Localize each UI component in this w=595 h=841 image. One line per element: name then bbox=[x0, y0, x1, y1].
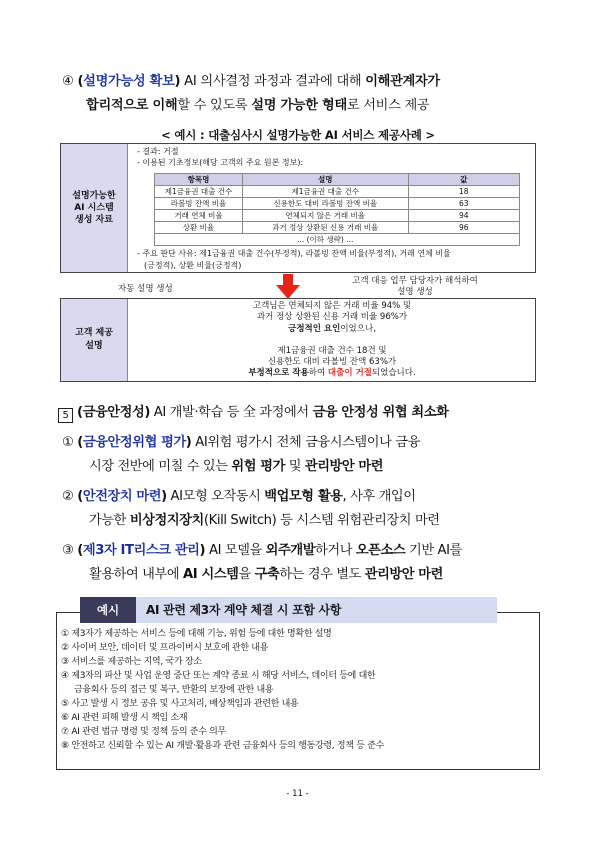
table-header: 항목명 bbox=[155, 174, 243, 186]
list-item: ⑦ AI 관련 법규 명령 및 정책 등의 준수 의무 bbox=[61, 727, 226, 737]
table-cell: 제1금융권 대출 건수 bbox=[155, 186, 243, 198]
auto-explanation-label: 자동 설명 생성 bbox=[118, 284, 173, 294]
example-tag: 예시 bbox=[80, 597, 136, 623]
list-item: ⑥ AI 관련 피해 발생 시 책임 소재 bbox=[61, 713, 188, 723]
human-explanation-label: 고객 대응 업무 담당자가 해석하여 설명 생성 bbox=[352, 276, 478, 297]
table-cell: 63 bbox=[408, 198, 519, 210]
table-cell: 94 bbox=[408, 210, 519, 222]
sub1-title: 금융안정위협 평가 bbox=[82, 435, 186, 450]
customer-explanation-label: 고객 제공 설명 bbox=[61, 299, 128, 381]
contract-items-list bbox=[61, 627, 537, 753]
section-financial-stability: 5 (금융안정성) AI 개발·학습 등 全 과정에서 금융 안정성 위협 최소화 bbox=[58, 401, 538, 423]
result-line: - 결과: 거절 bbox=[137, 147, 179, 156]
example-title: < 예시 : 대출심사시 설명가능한 AI 서비스 제공사례 > bbox=[161, 128, 435, 142]
sub3-title: 제3자 IT리스크 관리 bbox=[82, 543, 200, 558]
ai-system-content bbox=[137, 146, 533, 168]
section-title: (금융안정성) bbox=[77, 405, 150, 420]
table-cell: 연체되지 않은 거래 비율 bbox=[242, 210, 408, 222]
third-party-contract-box bbox=[56, 603, 540, 770]
table-header: 값 bbox=[408, 174, 519, 186]
page-number: - 11 - bbox=[286, 789, 309, 799]
table-cell: 과거 정상 상환된 신용 거래 비율 bbox=[242, 222, 408, 234]
table-header-row bbox=[155, 174, 520, 186]
section-number: 5 bbox=[58, 408, 73, 423]
list-item: ⑤ 사고 발생 시 정보 공유 및 사고처리, 배상책임과 관련한 내용 bbox=[61, 699, 299, 709]
table-cell: 거래 연체 비율 bbox=[155, 210, 243, 222]
table-cell: 96 bbox=[408, 222, 519, 234]
sub2-title: 안전장치 마련 bbox=[82, 489, 162, 504]
item-explainability bbox=[62, 70, 542, 118]
item-third-party-it-risk: ③ (제3자 IT리스크 관리) AI 모델을 외주개발하거나 오픈소스 기반 AI를 활용하여 내부에 AI 시스템을 구축하는 경우 별도 관리방안 마련 bbox=[62, 543, 462, 582]
item4-number: ④ bbox=[62, 74, 74, 89]
list-item: ③ 서비스를 제공하는 지역, 국가 장소 bbox=[61, 657, 202, 667]
item-safety-mechanism: ② (안전장치 마련) AI모형 오작동시 백업모형 활용, 사후 개입이 가능한 비상정지장치(Kill Switch) 등 시스템 위험관리장치 마련 bbox=[62, 489, 440, 528]
table-more: ... (이하 생략) ... bbox=[242, 234, 408, 246]
list-item: ① 제3자가 제공하는 서비스 등에 대해 기능, 위험 등에 대한 명확한 설명 bbox=[61, 629, 332, 639]
table-row bbox=[155, 222, 520, 234]
table-row bbox=[155, 210, 520, 222]
basis-table bbox=[154, 173, 520, 246]
box-header bbox=[80, 597, 497, 623]
item4-title: 설명가능성 확보 bbox=[83, 74, 175, 89]
item4-line1: ④ (설명가능성 확보) AI 의사결정 과정과 결과에 대해 이해관계자가 bbox=[62, 74, 440, 89]
ai-system-data-box bbox=[60, 143, 536, 273]
list-item: ⑧ 안전하고 신뢰할 수 있는 AI 개발·활용과 관련 금융회사 등의 행동강령, 정책 등 준수 bbox=[61, 741, 385, 751]
ai-system-label: 설명가능한 AI 시스템 생성 자료 bbox=[61, 144, 128, 272]
table-cell: 라볼빙 잔액 비율 bbox=[155, 198, 243, 210]
customer-explanation-box bbox=[60, 298, 536, 382]
down-arrow-icon bbox=[275, 274, 301, 300]
table-row bbox=[155, 186, 520, 198]
decision-reason: - 주요 판단 사유: 제1금융권 대출 건수(부정적), 라볼빙 잔액 비율(부정적), 거래 연체 비율 (긍정적), 상환 비율(긍정적) bbox=[137, 249, 451, 270]
item-stability-risk-assessment: ① (금융안정위협 평가) AI위험 평가시 전체 금융시스템이나 금융 시장 전반에 미칠 수 있는 위험 평가 및 관리방안 마련 bbox=[62, 435, 420, 474]
table-cell: 제1금융권 대출 건수 bbox=[242, 186, 408, 198]
customer-explanation-text: 고객님은 연체되지 않은 거래 비율 94% 및 과거 정상 상환된 신용 거래 비율 96%가 긍정적인 요인이었으나, 제1금융권 대출 건수 18건 및 신용한도 대비 라볼빙 잔액 63%가 부정적으로 작용하여 대출이 거절되었습니다. bbox=[248, 301, 416, 379]
table-row bbox=[155, 198, 520, 210]
table-cell: 신용한도 대비 라볼빙 잔액 비율 bbox=[242, 198, 408, 210]
box-title: AI 관련 제3자 계약 체결 시 포함 사항 bbox=[146, 603, 342, 617]
item4-line2: 합리적으로 이해할 수 있도록 설명 가능한 형태로 서비스 제공 bbox=[86, 98, 430, 113]
table-cell: 18 bbox=[408, 186, 519, 198]
list-item: ② 사이버 보안, 데이터 및 프라이버시 보호에 관한 내용 bbox=[61, 643, 269, 653]
list-item: ④ 제3자의 파산 및 사업 운영 중단 또는 계약 종료 시 해당 서비스, 데이터 등에 대한 bbox=[61, 671, 376, 681]
table-header: 설명 bbox=[242, 174, 408, 186]
basis-line: - 이용된 기초정보(해당 고객의 주요 원본 정보): bbox=[137, 158, 304, 167]
table-row bbox=[155, 234, 520, 246]
table-cell: 상환 비율 bbox=[155, 222, 243, 234]
list-item: 금융회사 등의 접근 및 복구, 반환의 보장에 관한 내용 bbox=[74, 685, 274, 695]
